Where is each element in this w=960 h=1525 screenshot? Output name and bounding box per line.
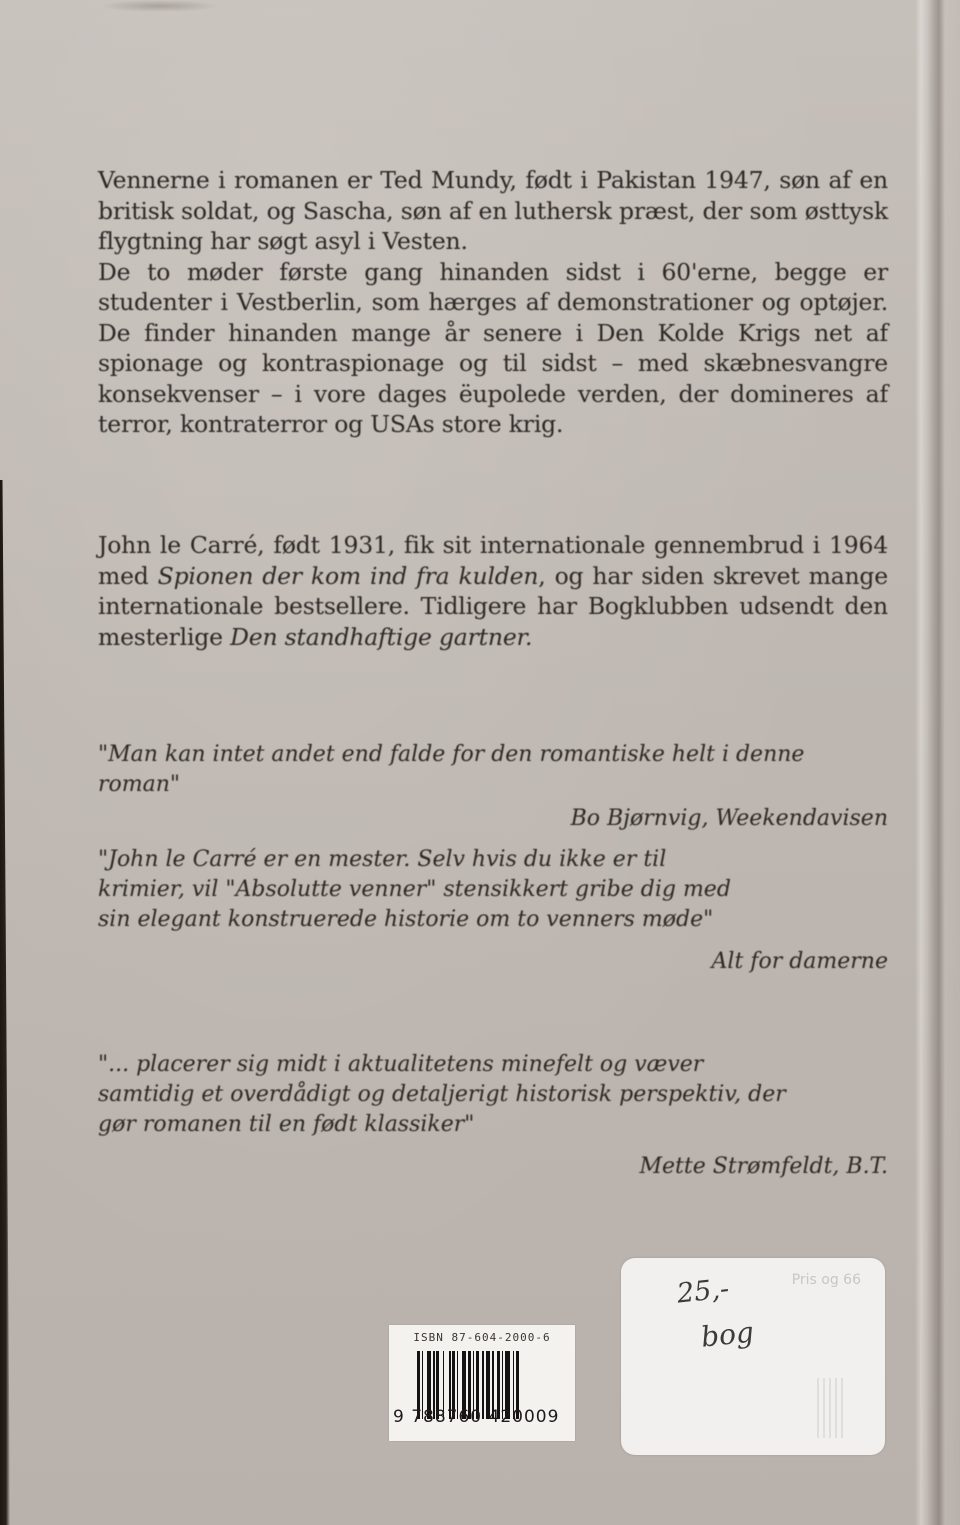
sticker-faded-text: Pris og 66 <box>791 1272 861 1288</box>
review-quote <box>98 845 888 977</box>
left-edge-shadow <box>0 480 10 1525</box>
synopsis-line-2: De to møder første gang hinanden sidst i 60'erne, begge er studenter i Vestberlin, som hærges af demonstrationer og optøjer. De finder hinanden mange år senere i Den Kolde Krigs net af spionage og kontraspionage og til sidst – med skæbnesvangre konsekvenser – i vore dages ëupolede verden, der domineres af terror, kontraterror og USAs store krig. <box>98 257 888 438</box>
synopsis-line-1: Vennerne i romanen er Ted Mundy, født i Pakistan 1947, søn af en britisk soldat, og Sascha, søn af en luthersk præst, der som østtysk flygtning har søgt asyl i Vesten. <box>98 166 888 255</box>
synopsis-paragraph <box>98 165 888 440</box>
ean-digits: 9 788760 420009 <box>393 1407 560 1427</box>
faded-barcode-icon <box>817 1378 845 1438</box>
spine-hinge <box>915 0 960 1525</box>
smudge <box>100 0 220 12</box>
quote-source: Bo Bjørnvig, Weekendavisen <box>570 806 888 831</box>
author-paragraph <box>98 530 888 652</box>
author-bio-text-1: John le Carré, født 1931, fik sit internationale gennembrud i 1964 med <box>98 531 888 590</box>
handwritten-price: 25,- <box>675 1273 731 1310</box>
author-bio-text-2: , og har siden skrevet mange internationale bestsellere. Tidligere har Bogklubben udsendt den mesterlige <box>98 561 888 651</box>
handwritten-note: bog <box>699 1315 756 1354</box>
isbn-barcode-label <box>389 1325 575 1441</box>
quote-text: "John le Carré er en mester. Selv hvis du ikke er til krimier, vil "Absolutte venner" stensikkert gribe dig med sin elegant konstruerede historie om to venners møde" <box>98 847 731 932</box>
author-bio <box>98 530 888 652</box>
isbn-number: ISBN 87-604-2000-6 <box>413 1331 551 1344</box>
price-sticker <box>621 1258 885 1455</box>
review-quote <box>98 1050 888 1182</box>
quote-source: Alt for damerne <box>711 949 888 974</box>
book-title-1: Spionen der kom ind fra kulden <box>157 561 539 590</box>
review-quote <box>98 740 888 834</box>
quote-source: Mette Strømfeldt, B.T. <box>639 1154 888 1179</box>
quote-text: "Man kan intet andet end falde for den romantiske helt i denne roman" <box>98 742 805 797</box>
quote-text: "... placerer sig midt i aktualitetens minefelt og væver samtidig et overdådigt og detaljerigt historisk perspektiv, der gør romanen til en født klassiker" <box>98 1052 786 1137</box>
book-title-2: Den standhaftige gartner. <box>230 622 533 651</box>
